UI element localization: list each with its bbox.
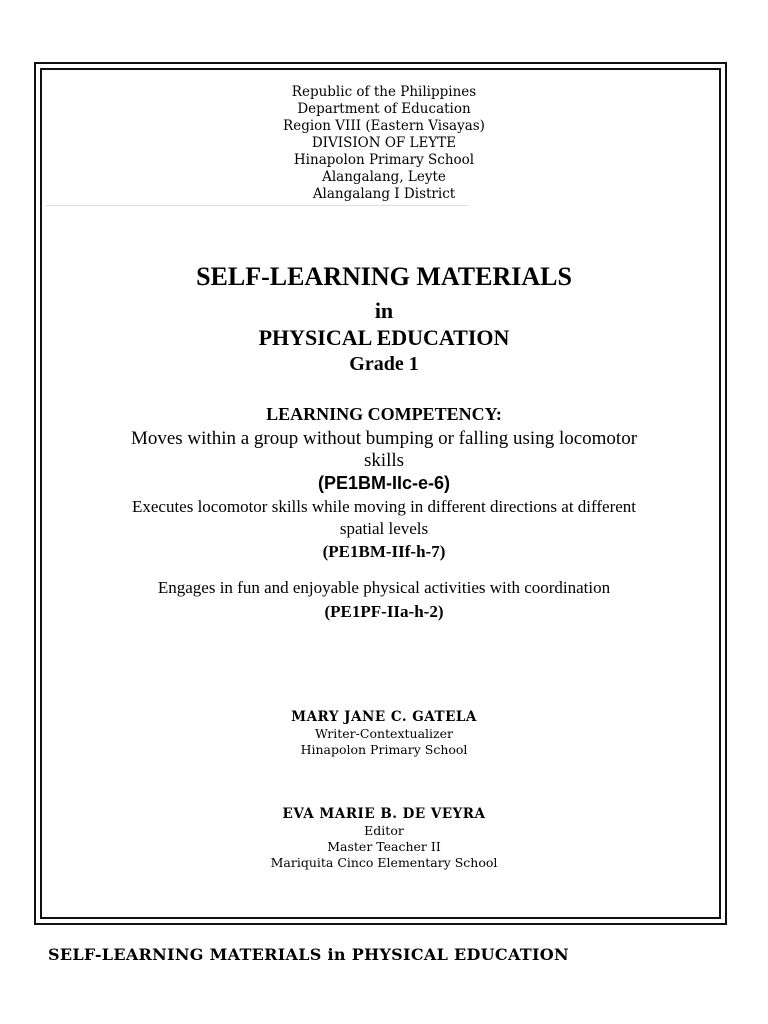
editor-position: Master Teacher II <box>327 839 441 854</box>
header-department: Department of Education <box>297 101 471 117</box>
writer-role: Writer-Contextualizer <box>315 726 453 741</box>
header-region: Region VIII (Eastern Visayas) <box>283 118 485 134</box>
competency-3-code: (PE1PF-IIa-h-2) <box>324 602 444 621</box>
competency-heading: LEARNING COMPETENCY: <box>266 404 502 424</box>
editor-block <box>0 806 768 871</box>
competency-2-code: (PE1BM-IIf-h-7) <box>322 542 446 561</box>
header-district: Alangalang I District <box>312 186 456 202</box>
grade-label: Grade 1 <box>349 353 419 375</box>
editor-name: EVA MARIE B. DE VEYRA <box>282 806 486 822</box>
writer-school: Hinapolon Primary School <box>300 742 468 757</box>
competency-3-line1: Engages in fun and enjoyable physical activities with coordination <box>157 578 611 597</box>
footer-title: SELF-LEARNING MATERIALS in PHYSICAL EDUCATION <box>48 945 569 964</box>
competency-2-line2: spatial levels <box>339 519 429 538</box>
main-title: SELF-LEARNING MATERIALS <box>196 262 572 291</box>
writer-name: MARY JANE C. GATELA <box>291 709 477 725</box>
competency-2-line1: Executes locomotor skills while moving in different directions at different <box>131 497 637 516</box>
competency-1-line2: skills <box>363 450 405 471</box>
header-division: DIVISION OF LEYTE <box>311 135 457 151</box>
header-republic: Republic of the Philippines <box>291 84 477 100</box>
editor-role: Editor <box>364 823 404 838</box>
title-connector: in <box>374 298 394 323</box>
subject-title: PHYSICAL EDUCATION <box>258 325 510 350</box>
editor-school: Mariquita Cinco Elementary School <box>270 855 498 870</box>
competency-1-line1: Moves within a group without bumping or falling using locomotor <box>130 428 638 449</box>
header-location: Alangalang, Leyte <box>322 169 446 185</box>
header-rule <box>46 205 468 206</box>
competency-1-code: (PE1BM-IIc-e-6) <box>317 473 451 493</box>
header-school: Hinapolon Primary School <box>293 152 475 168</box>
writer-block <box>0 709 768 758</box>
